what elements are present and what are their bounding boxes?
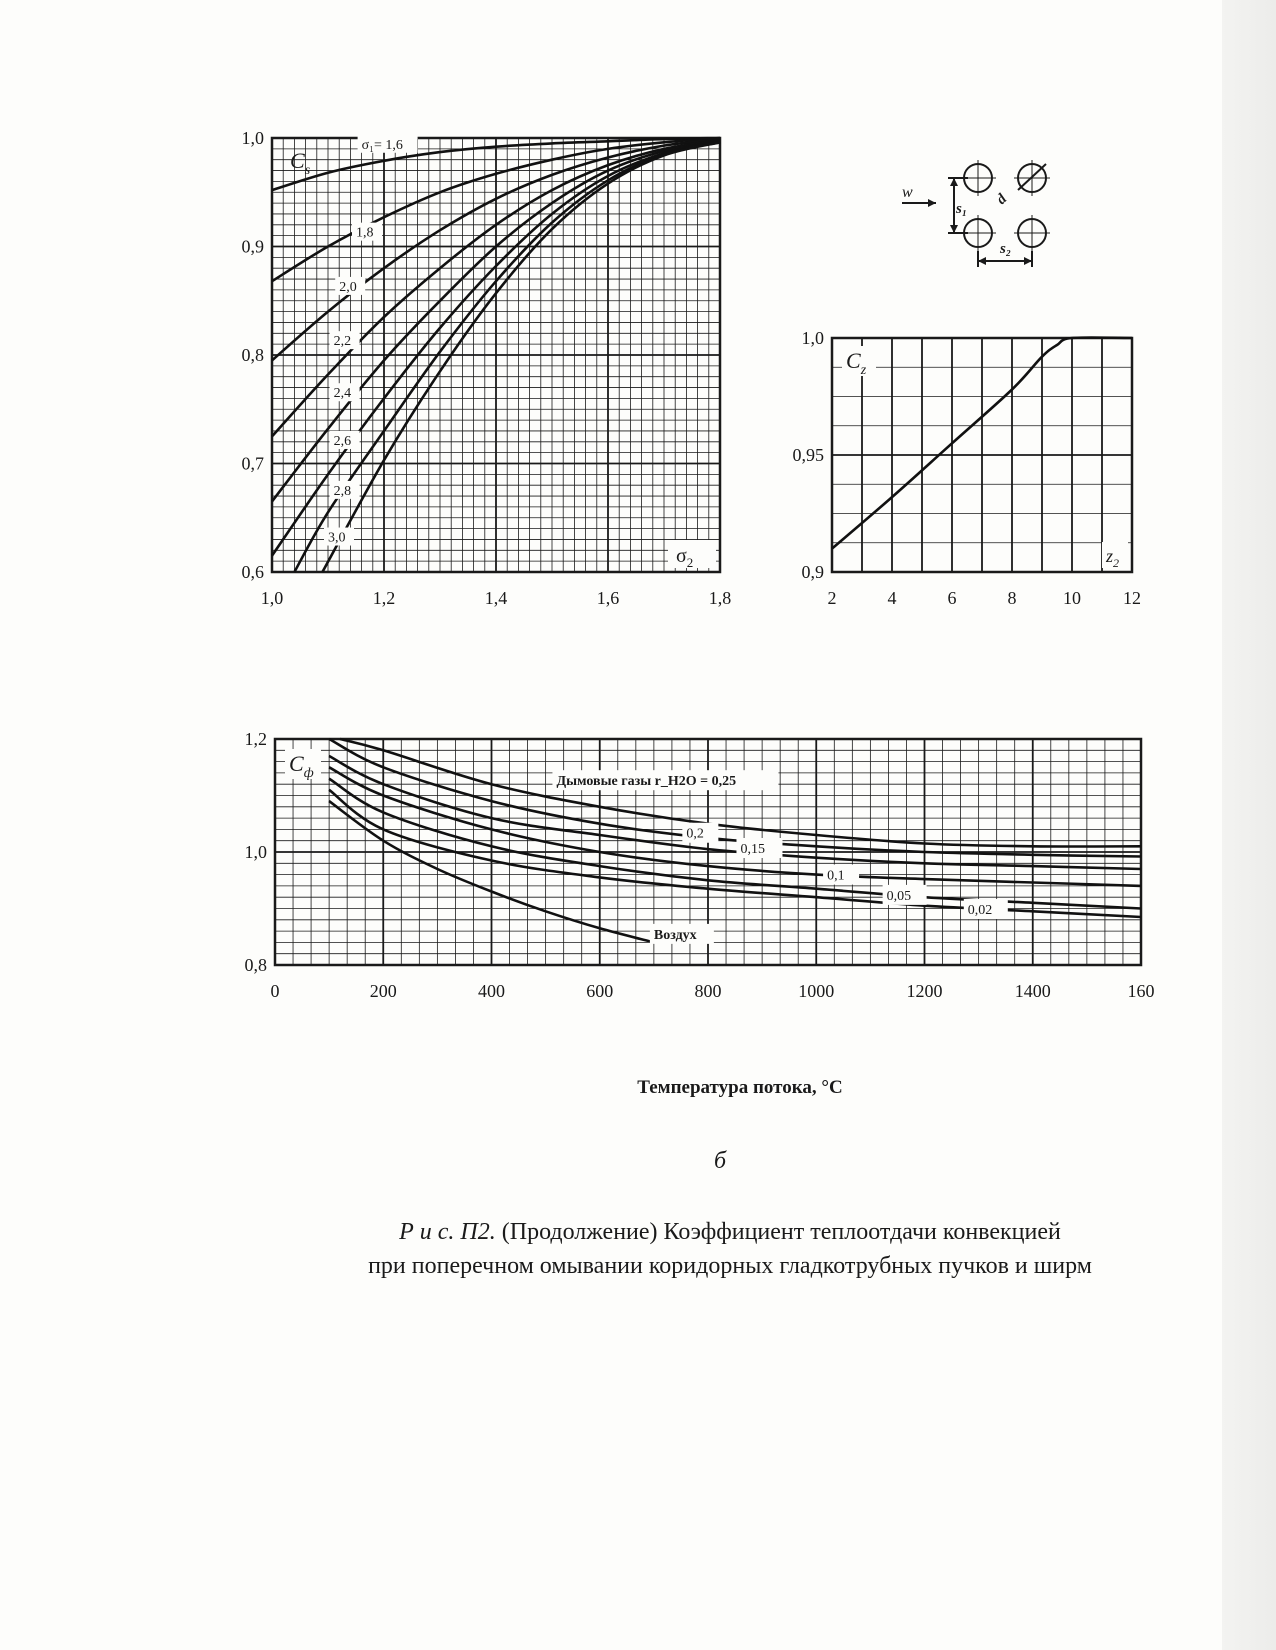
y-tick-label: 0,9	[801, 562, 824, 582]
caption-line-1: (Продолжение) Коэффициент теплоотдачи конвекцией	[501, 1219, 1061, 1245]
y-tick-label: 1,0	[801, 328, 824, 348]
y-axis-label: $C_ф$	[289, 751, 314, 781]
x-tick-label: 1,0	[260, 588, 284, 608]
s1-label: s₁	[956, 201, 968, 217]
series-label: σ₁= 1,6	[361, 137, 403, 153]
series-label: 0,05	[886, 888, 912, 904]
y-tick-label: 1,0	[241, 128, 264, 148]
y-tick-label: 1,0	[244, 842, 267, 862]
x-tick-label: 0	[270, 981, 280, 1001]
x-axis-title: Температура потока, °C	[637, 1077, 843, 1098]
x-tick-label: 200	[369, 981, 397, 1001]
y-tick-label: 0,95	[792, 445, 824, 465]
series-label: 0,15	[740, 842, 765, 857]
d-label: d	[993, 191, 1011, 208]
series-label: 2,8	[333, 483, 352, 499]
series-label: Дымовые газы r_H2O = 0,25	[556, 774, 737, 790]
series-label: 0,1	[827, 868, 845, 884]
series-line	[329, 779, 1141, 909]
series-label: 2,2	[333, 334, 352, 350]
tube-bundle-diagram	[890, 145, 1050, 275]
x-tick-label: 4	[887, 588, 897, 608]
y-axis-label: $C_z$	[846, 348, 867, 378]
series-label: 3,0	[328, 530, 346, 546]
chart-cz	[770, 320, 1170, 620]
x-tick-label: 2	[827, 588, 837, 608]
x-axis-label: $\sigma_2$	[676, 545, 694, 570]
x-tick-label: 6	[947, 588, 957, 608]
y-tick-label: 0,6	[241, 562, 264, 582]
series-line	[329, 739, 1141, 857]
x-tick-label: 1,4	[484, 588, 508, 608]
y-tick-label: 0,7	[241, 453, 264, 474]
x-tick-label: 800	[694, 981, 722, 1001]
x-tick-label: 12	[1123, 588, 1141, 608]
chart-cs	[210, 120, 730, 620]
series-label: 2,6	[333, 433, 352, 449]
page-edge-shadow	[1222, 0, 1276, 1650]
x-tick-label: 400	[478, 981, 505, 1001]
y-tick-label: 0,8	[244, 955, 267, 975]
x-tick-label: 1,8	[708, 588, 732, 608]
x-tick-label: 1,2	[372, 588, 396, 608]
caption-prefix: Р и с. П2.	[399, 1219, 496, 1245]
y-tick-label: 1,2	[244, 729, 267, 749]
series-label: Воздух	[653, 927, 697, 943]
chart-cphi	[215, 725, 1175, 1015]
x-tick-label: 1400	[1014, 981, 1051, 1001]
x-tick-label: 1000	[798, 981, 835, 1001]
x-tick-label: 10	[1063, 588, 1081, 608]
figure-caption	[240, 1215, 1220, 1283]
x-tick-label: 8	[1007, 588, 1017, 608]
x-tick-label: 1,6	[596, 588, 620, 608]
caption-line-2: при поперечном омывании коридорных гладкотрубных пучков и ширм	[368, 1253, 1092, 1279]
series-label: 0,2	[686, 826, 704, 842]
series-label: 1,8	[356, 225, 374, 241]
panel-label: б	[713, 1148, 727, 1174]
x-tick-label: 160	[1127, 981, 1155, 1001]
series-label: 2,0	[339, 279, 357, 295]
series-label: 0,02	[967, 903, 993, 919]
y-tick-label: 0,9	[241, 236, 264, 257]
x-axis-label: $z_2$	[1106, 546, 1120, 570]
x-tick-label: 1200	[906, 981, 943, 1001]
y-axis-label: $C_s$	[290, 148, 311, 178]
series-label: 2,4	[333, 386, 352, 402]
flow-velocity-label: w	[902, 184, 913, 201]
s2-label: s₂	[1000, 241, 1012, 257]
y-tick-label: 0,8	[241, 345, 264, 365]
x-tick-label: 600	[586, 981, 614, 1001]
